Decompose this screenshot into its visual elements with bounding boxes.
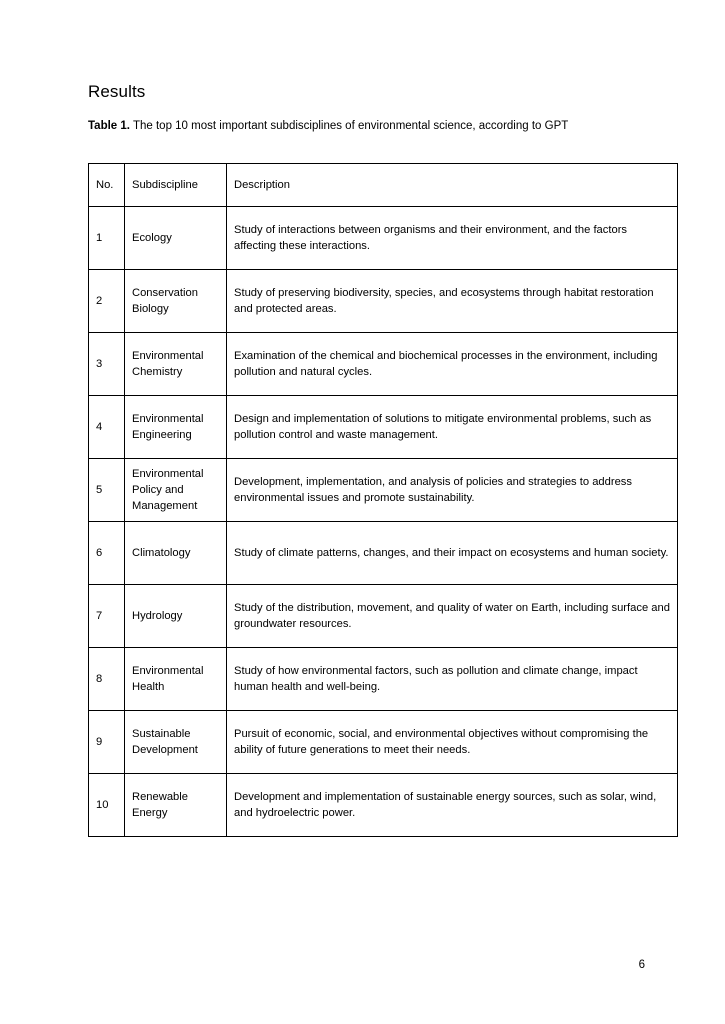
cell-subdiscipline: Environmental Health — [125, 648, 227, 711]
cell-no: 1 — [89, 207, 125, 270]
cell-description: Study of preserving biodiversity, species, and ecosystems through habitat restoration and protected areas. — [227, 270, 678, 333]
table-caption-text: The top 10 most important subdisciplines of environmental science, according to GPT — [132, 120, 569, 132]
cell-subdiscipline: Ecology — [125, 207, 227, 270]
cell-no: 8 — [89, 648, 125, 711]
cell-subdiscipline: Conservation Biology — [125, 270, 227, 333]
table-row — [89, 648, 678, 711]
cell-no: 7 — [89, 585, 125, 648]
page-number: 6 — [638, 959, 645, 971]
cell-no: 5 — [89, 459, 125, 522]
table-row — [89, 333, 678, 396]
table-row — [89, 711, 678, 774]
cell-description: Development and implementation of sustainable energy sources, such as solar, wind, and hydroelectric power. — [227, 774, 678, 837]
table-body — [89, 164, 678, 837]
page-content — [88, 82, 677, 837]
cell-no: 9 — [89, 711, 125, 774]
cell-no: 3 — [89, 333, 125, 396]
table-row — [89, 774, 678, 837]
cell-description: Study of how environmental factors, such as pollution and climate change, impact human health and well-being. — [227, 648, 678, 711]
column-header-description: Description — [227, 164, 678, 207]
cell-subdiscipline: Environmental Chemistry — [125, 333, 227, 396]
table-row — [89, 207, 678, 270]
cell-description: Development, implementation, and analysis of policies and strategies to address environmental issues and promote sustainability. — [227, 459, 678, 522]
cell-description: Design and implementation of solutions to mitigate environmental problems, such as pollution control and waste management. — [227, 396, 678, 459]
cell-description: Study of climate patterns, changes, and their impact on ecosystems and human society. — [227, 522, 678, 585]
table-caption — [88, 118, 648, 135]
cell-no: 4 — [89, 396, 125, 459]
cell-description: Study of the distribution, movement, and quality of water on Earth, including surface and groundwater resources. — [227, 585, 678, 648]
table-row — [89, 270, 678, 333]
cell-no: 10 — [89, 774, 125, 837]
table-row — [89, 459, 678, 522]
cell-subdiscipline: Hydrology — [125, 585, 227, 648]
table-caption-label: Table 1. — [88, 120, 130, 132]
cell-subdiscipline: Environmental Engineering — [125, 396, 227, 459]
results-table — [88, 163, 678, 837]
cell-description: Study of interactions between organisms and their environment, and the factors affecting these interactions. — [227, 207, 678, 270]
cell-subdiscipline: Sustainable Development — [125, 711, 227, 774]
table-row — [89, 585, 678, 648]
cell-subdiscipline: Climatology — [125, 522, 227, 585]
cell-subdiscipline: Renewable Energy — [125, 774, 227, 837]
table-row — [89, 396, 678, 459]
column-header-no: No. — [89, 164, 125, 207]
cell-description: Examination of the chemical and biochemical processes in the environment, including pollution and natural cycles. — [227, 333, 678, 396]
cell-no: 2 — [89, 270, 125, 333]
table-row — [89, 522, 678, 585]
cell-subdiscipline: Environmental Policy and Management — [125, 459, 227, 522]
column-header-subdiscipline: Subdiscipline — [125, 164, 227, 207]
cell-description: Pursuit of economic, social, and environmental objectives without compromising the ability of future generations to meet their needs. — [227, 711, 678, 774]
table-header-row — [89, 164, 678, 207]
cell-no: 6 — [89, 522, 125, 585]
page-title: Results — [88, 82, 146, 101]
